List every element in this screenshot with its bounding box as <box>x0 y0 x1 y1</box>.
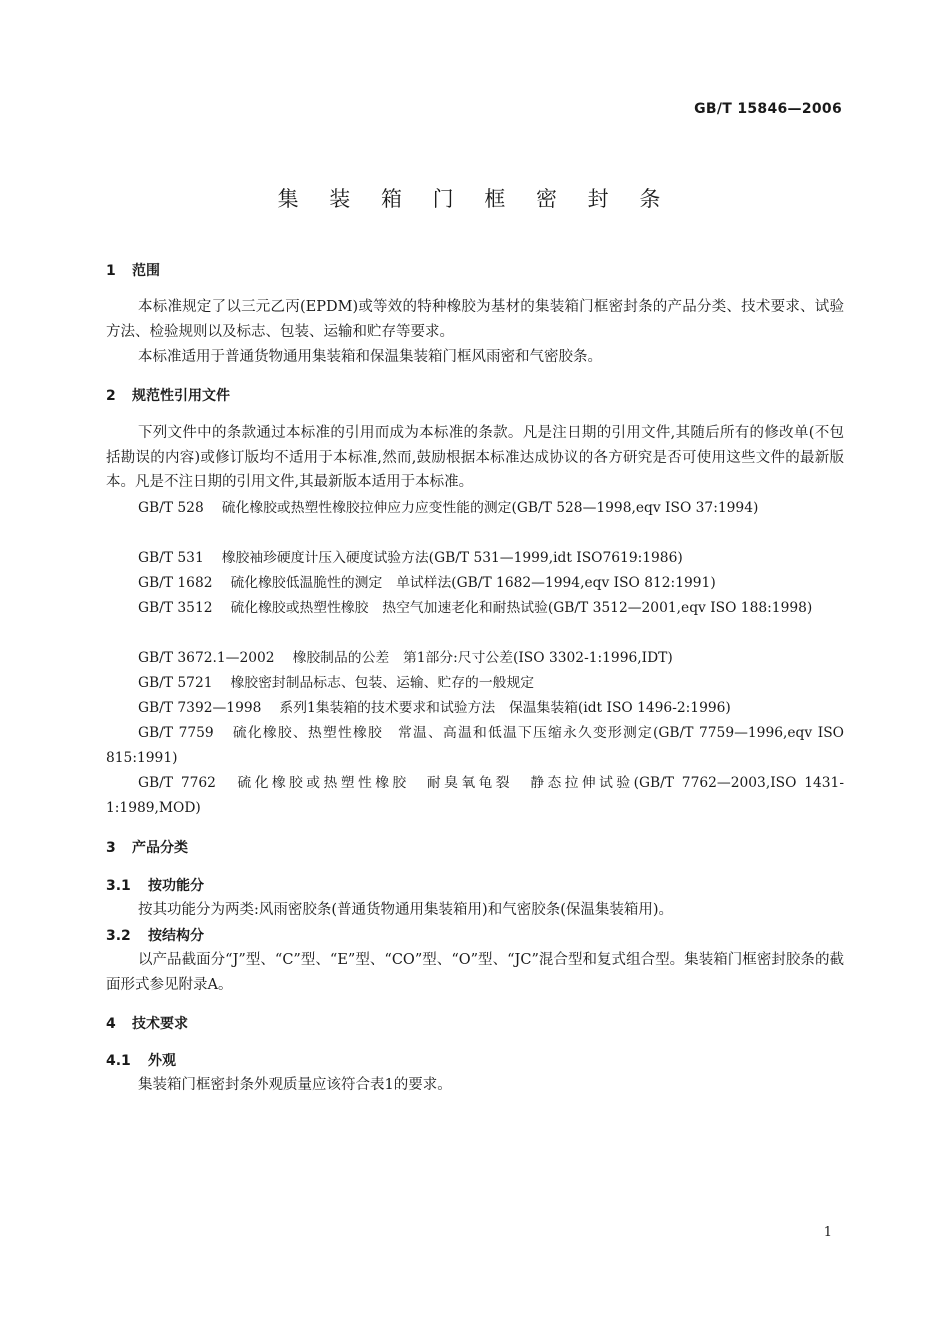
subsection-4-1-heading <box>106 1051 176 1071</box>
subsection-3-1-heading <box>106 876 204 896</box>
reference-item <box>106 646 844 671</box>
reference-code: GB/T 528 <box>138 500 204 516</box>
standard-number: GB/T 15846—2006 <box>694 101 842 117</box>
reference-item <box>106 671 844 696</box>
reference-text: 硫化橡胶、热塑性橡胶 常温、高温和低温下压缩永久变形测定(GB/T 7759—1996,eqv ISO 815:1991) <box>106 725 844 766</box>
reference-code: GB/T 7392—1998 <box>138 700 262 716</box>
reference-code: GB/T 1682 <box>138 575 213 591</box>
section-2-paragraph: 下列文件中的条款通过本标准的引用而成为本标准的条款。凡是注日期的引用文件,其随后所有的修改单(不包括勘误的内容)或修订版均不适用于本标准,然而,鼓励根据本标准达成协议的各方研究是否可使用这些文件的最新版本。凡是不注日期的引用文件,其最新版本适用于本标准。 <box>106 425 844 491</box>
subsection-number: 3.2 <box>106 928 131 944</box>
reference-text: 橡胶制品的公差 第1部分:尺寸公差(ISO 3302-1:1996,IDT) <box>292 650 673 666</box>
document-title: 集 装 箱 门 框 密 封 条 <box>277 187 673 211</box>
reference-text: 硫化橡胶或热塑性橡胶拉伸应力应变性能的测定(GB/T 528—1998,eqv ISO 37:1994) <box>221 500 759 516</box>
reference-item <box>106 571 844 596</box>
section-number: 2 <box>106 388 116 404</box>
page-number: 1 <box>823 1225 832 1240</box>
reference-item <box>106 696 844 721</box>
subsection-title: 按功能分 <box>148 878 204 894</box>
subsection-3-2-heading <box>106 926 204 946</box>
section-number: 1 <box>106 263 116 279</box>
reference-code: GB/T 3512 <box>138 600 213 616</box>
reference-text: 橡胶密封制品标志、包装、运输、贮存的一般规定 <box>230 675 535 691</box>
subsection-3-2-text: 以产品截面分“J”型、“C”型、“E”型、“CO”型、“O”型、“JC”混合型和复式组合型。集装箱门框密封胶条的截面形式参见附录A。 <box>106 952 844 993</box>
reference-item <box>106 771 844 820</box>
section-1-paragraph-2: 本标准适用于普通货物通用集装箱和保温集装箱门框风雨密和气密胶条。 <box>138 349 602 365</box>
section-1-heading <box>106 261 160 281</box>
subsection-4-1-text: 集装箱门框密封条外观质量应该符合表1的要求。 <box>138 1077 452 1093</box>
reference-text: 硫化橡胶或热塑性橡胶 热空气加速老化和耐热试验(GB/T 3512—2001,eqv ISO 188:1998) <box>230 600 813 616</box>
section-title: 范围 <box>132 263 160 279</box>
reference-text: 硫化橡胶低温脆性的测定 单试样法(GB/T 1682—1994,eqv ISO 812:1991) <box>230 575 716 591</box>
reference-text: 硫化橡胶或热塑性橡胶 耐臭氧龟裂 静态拉伸试验(GB/T 7762—2003,ISO 1431-1:1989,MOD) <box>106 775 845 816</box>
reference-code: GB/T 7762 <box>138 775 216 791</box>
subsection-number: 3.1 <box>106 878 131 894</box>
section-4-heading <box>106 1014 188 1034</box>
reference-code: GB/T 7759 <box>138 725 214 741</box>
reference-text: 系列1集装箱的技术要求和试验方法 保温集装箱(idt ISO 1496-2:1996) <box>279 700 731 716</box>
section-number: 3 <box>106 840 116 856</box>
subsection-title: 外观 <box>148 1053 176 1069</box>
reference-code: GB/T 5721 <box>138 675 213 691</box>
section-1-paragraph-1: 本标准规定了以三元乙丙(EPDM)或等效的特种橡胶为基材的集装箱门框密封条的产品分类、技术要求、试验方法、检验规则以及标志、包装、运输和贮存等要求。 <box>106 299 844 340</box>
reference-item <box>106 546 844 571</box>
reference-code: GB/T 531 <box>138 550 204 566</box>
section-3-heading <box>106 838 188 858</box>
reference-item <box>106 496 844 521</box>
subsection-title: 按结构分 <box>148 928 204 944</box>
section-title: 技术要求 <box>132 1016 188 1032</box>
section-2-heading <box>106 386 230 406</box>
subsection-number: 4.1 <box>106 1053 131 1069</box>
reference-code: GB/T 3672.1—2002 <box>138 650 275 666</box>
subsection-3-1-text: 按其功能分为两类:风雨密胶条(普通货物通用集装箱用)和气密胶条(保温集装箱用)。 <box>138 902 674 918</box>
section-number: 4 <box>106 1016 116 1032</box>
reference-item <box>106 596 844 621</box>
section-title: 规范性引用文件 <box>132 388 230 404</box>
reference-text: 橡胶袖珍硬度计压入硬度试验方法(GB/T 531—1999,idt ISO7619:1986) <box>221 550 683 566</box>
section-title: 产品分类 <box>132 840 188 856</box>
reference-item <box>106 721 844 770</box>
